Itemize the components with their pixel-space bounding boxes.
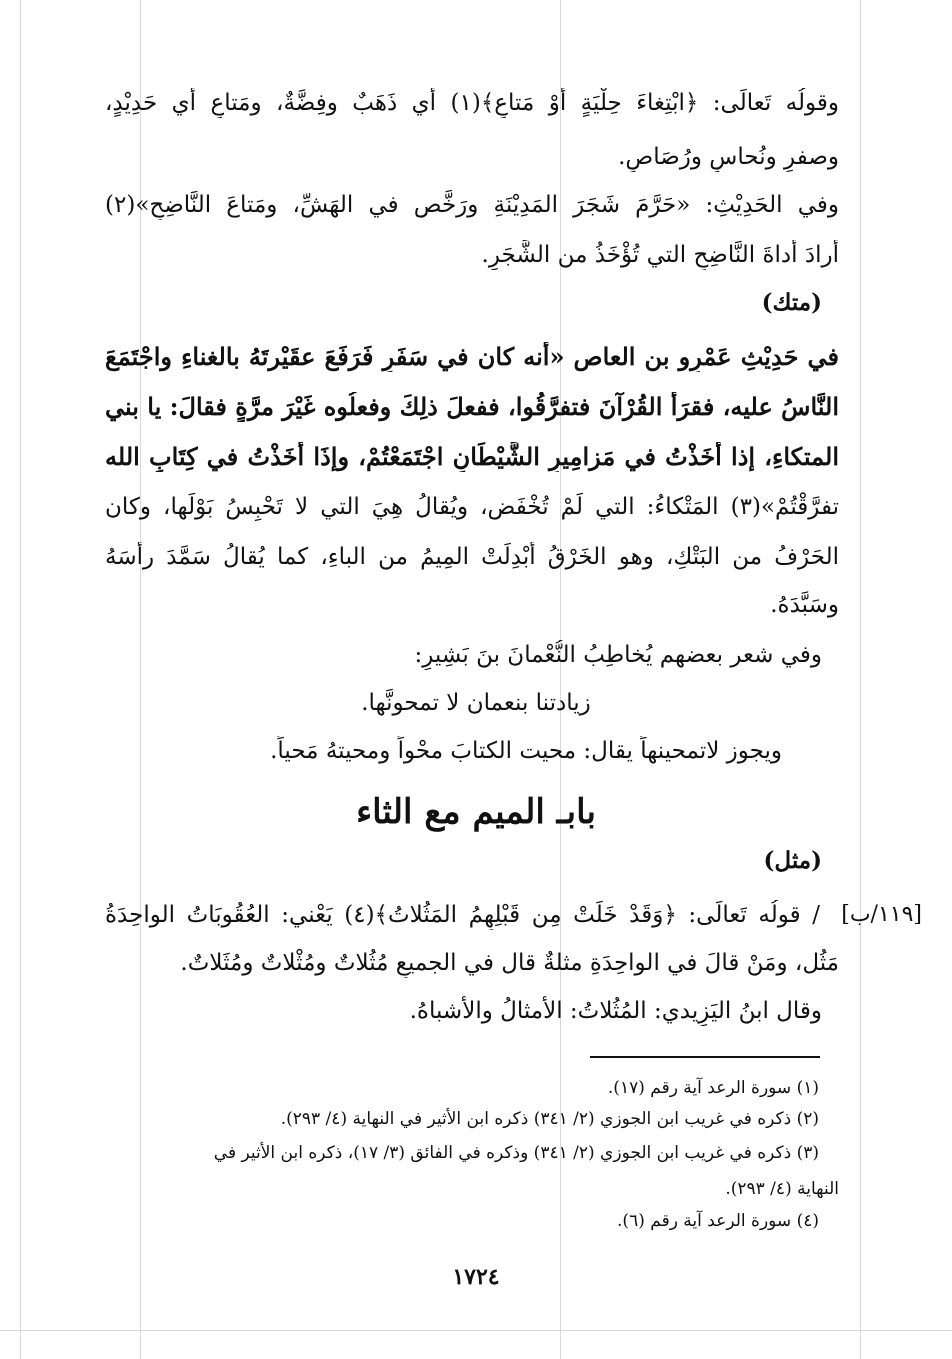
- chapter-title: بابـ الميم مع الثاء: [356, 792, 596, 832]
- text-line: الحَرْفُ من البَتْكِ، وهو الخَرْقُ أُبْدِلَتْ المِيمُ من الباءِ، كما يُقالُ سَمَّدَ رأسَهُ: [105, 544, 839, 570]
- text-line: وقال ابنُ اليَزِيدي: المُثُلاتُ: الأمثالُ والأشباهُ.: [409, 998, 822, 1024]
- entry-heading: (متك): [761, 289, 822, 316]
- footnote: النهاية (٤/ ٢٩٣).: [725, 1179, 839, 1199]
- page-number: ١٧٢٤: [452, 1264, 500, 1290]
- verse-line: زيادتنا بنعمان لا تمحونَّها.: [361, 690, 591, 716]
- footnote: (٣) ذكره في غريب ابن الجوزي (٢/ ٣٤١) وذكره في الفائق (٣/ ١٧)، ذكره ابن الأثير في: [213, 1143, 819, 1163]
- text-line: تفرَّقْتُمْ»(٣) المَتْكاءُ: التي لَمْ تُخْفَض، ويُقالُ هِيَ التي لا تَحْبِسُ بَوْلَها، وكان: [105, 494, 839, 520]
- text-line: وصفرٍ ونُحاسٍ ورُصَاصٍ.: [618, 144, 839, 170]
- footnote: (١) سورة الرعد آية رقم (١٧).: [607, 1078, 819, 1098]
- text-line: وفي شعر بعضهم يُخاطِبُ النُّعْمانَ بنَ بَشِيرٍ:: [414, 642, 822, 668]
- folio-marker: [١١٩/ب]: [841, 902, 922, 927]
- text-line: وقولُه تَعالَى: ﴿ابْتِغاءَ حِلْيَةٍ أَوْ مَتاعٍ﴾(١) أي ذَهَبٌ وفِضَّةٌ، ومَتاعٍ أي حَدِيْدٍ،: [105, 90, 839, 116]
- text-line: المتكاءِ، إذا أخَذْتُ في مَزامِيرِ الشَّيْطَانِ اجْتَمَعْتُمْ، وإذَا أخَذْتُ في كِتَابِ الله: [105, 442, 839, 471]
- text-line: النَّاسُ عليه، فقرَأَ القُرْآنَ فتفرَّقُوا، ففعلَ ذلِكَ وفعلُوه غَيْرَ مرَّةٍ فقالَ: يا بني: [105, 392, 839, 421]
- scan-rule: [860, 0, 861, 1359]
- text-line: وسَبَّدَهُ.: [770, 592, 839, 618]
- text-line: ويجوز لاتمحينهاً يقال: محيت الكتابَ محْواً ومحيتهُ مَحياً.: [270, 738, 782, 764]
- scan-rule: [20, 0, 21, 1359]
- scan-rule: [0, 1330, 952, 1331]
- footnote: (٢) ذكره في غريب ابن الجوزي (٢/ ٣٤١) ذكره ابن الأثير في النهاية (٤/ ٢٩٣).: [280, 1109, 819, 1129]
- text-line: / قولُه تَعالَى: ﴿وَقَدْ خَلَتْ مِن قَبْلِهِمُ المَثُلاتُ﴾(٤) يَعْني: العُقُوبَاتُ الواحِدَةُ: [105, 902, 820, 928]
- text-line: مَثُل، ومَنْ قالَ في الواحِدَةِ مثلةٌ قال في الجميعِ مُثُلاتٌ ومُثْلاتٌ ومُثَلاتٌ.: [180, 950, 839, 976]
- entry-heading: (مثل): [763, 847, 822, 874]
- text-line: أرادَ أداةَ النَّاضِحِ التي تُؤْخَذُ من الشَّجَرِ.: [481, 242, 839, 268]
- footnote-separator: [590, 1056, 820, 1058]
- footnote: (٤) سورة الرعد آية رقم (٦).: [617, 1211, 819, 1231]
- text-line: في حَدِيْثِ عَمْرِو بن العاص «أنه كان في سَفَرٍ فَرَفَعَ عقَيْرتَهُ بالغناءِ واجْتَمَعَ: [105, 342, 839, 371]
- text-line: وفي الحَدِيْثِ: «حَرَّمَ شَجَرَ المَدِيْنَةِ ورَخَّص في الهَشِّ، ومَتاعَ النَّاضِحِ»(٢): [105, 192, 839, 218]
